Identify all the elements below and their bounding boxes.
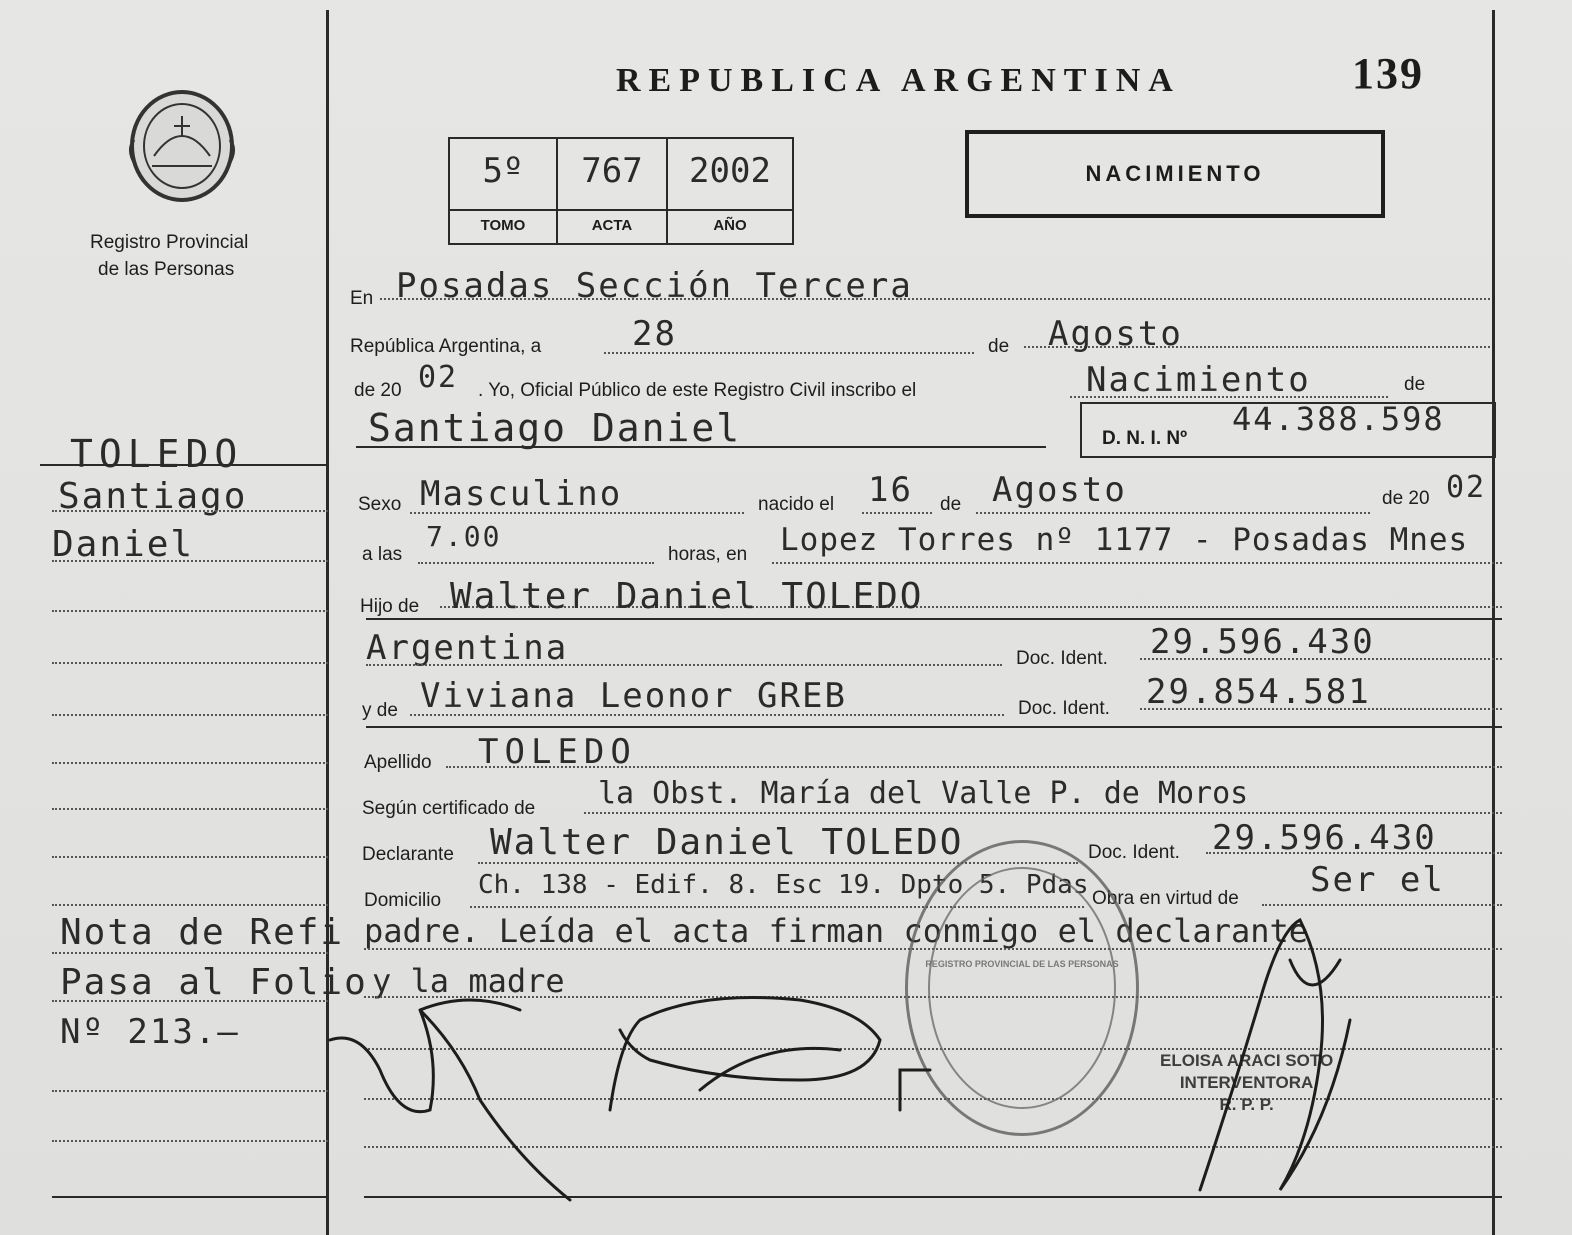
seal-caption-line1: Registro Provincial [90,232,249,253]
ano-value: 2002 [689,151,771,191]
apellido-value: TOLEDO [478,732,637,772]
de-label-2: de [1404,374,1426,395]
acta-value: 767 [581,151,643,191]
acta-label: ACTA [591,217,633,234]
text-line-1: padre. Leída el acta firman conmigo el declarante [364,912,1309,950]
place-value: Posadas Sección Tercera [396,266,913,306]
birth-place-value: Lopez Torres nº 1177 - Posadas Mnes [780,522,1469,558]
year-prefix: de 20 [354,380,402,401]
margin-given-name-1: Santiago [58,476,248,517]
declarante-doc-label: Doc. Ident. [1088,842,1180,863]
yo-text: . Yo, Oficial Público de este Registro Civil inscribo el [478,380,917,401]
margin-note-line1: Nota de Refi [60,912,345,953]
tomo-label: TOMO [480,217,526,234]
declarante-label: Declarante [362,844,454,865]
republica-label: República Argentina, a [350,336,542,357]
signature-left [330,1000,570,1200]
document-title: REPUBLICA ARGENTINA [616,62,1181,99]
year-suffix: 02 [418,360,459,395]
certificado-value: la Obst. María del Valle P. de Moros [598,776,1249,811]
en-label: En [350,288,374,309]
margin-surname: TOLEDO [70,432,244,476]
obra-label: Obra en virtud de [1092,888,1239,909]
de-label-3: de [940,494,962,515]
domicilio-value: Ch. 138 - Edif. 8. Esc 19. Dpto 5. Pdas [478,870,1089,900]
father-doc-label: Doc. Ident. [1016,648,1108,669]
de-label: de [988,336,1010,357]
birth-month-value: Agosto [992,470,1127,510]
declarante-doc-value: 29.596.430 [1212,818,1437,858]
mother-value: Viviana Leonor GREB [420,676,847,716]
stamp-lettering: REGISTRO PROVINCIAL DE LAS PERSONAS [925,959,1119,969]
month-value: Agosto [1048,314,1183,354]
birth-year-suffix: 02 [1446,470,1487,505]
domicilio-label: Domicilio [364,890,442,911]
a-las-label: a las [362,544,403,565]
hour-value: 7.00 [426,520,502,553]
father-nationality: Argentina [366,628,569,668]
official-abbr: R. P. P. [1219,1095,1274,1114]
obra-value: Ser el [1310,860,1445,900]
child-name-value: Santiago Daniel [368,406,742,450]
mother-doc-value: 29.854.581 [1146,672,1371,712]
seal-caption-line2: de las Personas [98,259,235,280]
signature-center [610,998,930,1111]
signature-right [1200,920,1350,1190]
record-type-box: NACIMIENTO [965,130,1385,218]
tomo-value: 5º [482,151,524,191]
father-doc-value: 29.596.430 [1150,622,1375,662]
horas-label: horas, en [668,544,748,565]
act-value: Nacimiento [1086,360,1311,400]
birth-day-value: 16 [868,470,913,510]
sexo-label: Sexo [358,494,402,515]
official-title: INTERVENTORA [1179,1073,1314,1092]
official-name: ELOISA ARACI SOTO [1160,1051,1334,1070]
hijo-label: Hijo de [360,596,420,617]
dni-label: D. N. I. Nº [1102,428,1188,449]
margin-note-line2: Pasa al Folio [60,962,368,1003]
birth-year-prefix: de 20 [1382,488,1430,509]
nacido-label: nacido el [758,494,835,515]
margin-note-line3: Nº 213.— [60,1012,240,1052]
text-line-2: y la madre [372,962,565,1000]
mother-doc-label: Doc. Ident. [1018,698,1110,719]
margin-given-name-2: Daniel [52,524,195,565]
father-value: Walter Daniel TOLEDO [450,576,924,617]
ano-label: AÑO [713,217,747,234]
folio-number: 139 [1352,49,1424,98]
day-value: 28 [632,314,677,354]
y-de-label: y de [362,700,398,721]
sexo-value: Masculino [420,474,623,514]
apellido-label: Apellido [364,752,432,773]
certificado-label: Según certificado de [362,798,536,819]
declarante-value: Walter Daniel TOLEDO [490,822,964,863]
dni-value: 44.388.598 [1232,400,1445,438]
